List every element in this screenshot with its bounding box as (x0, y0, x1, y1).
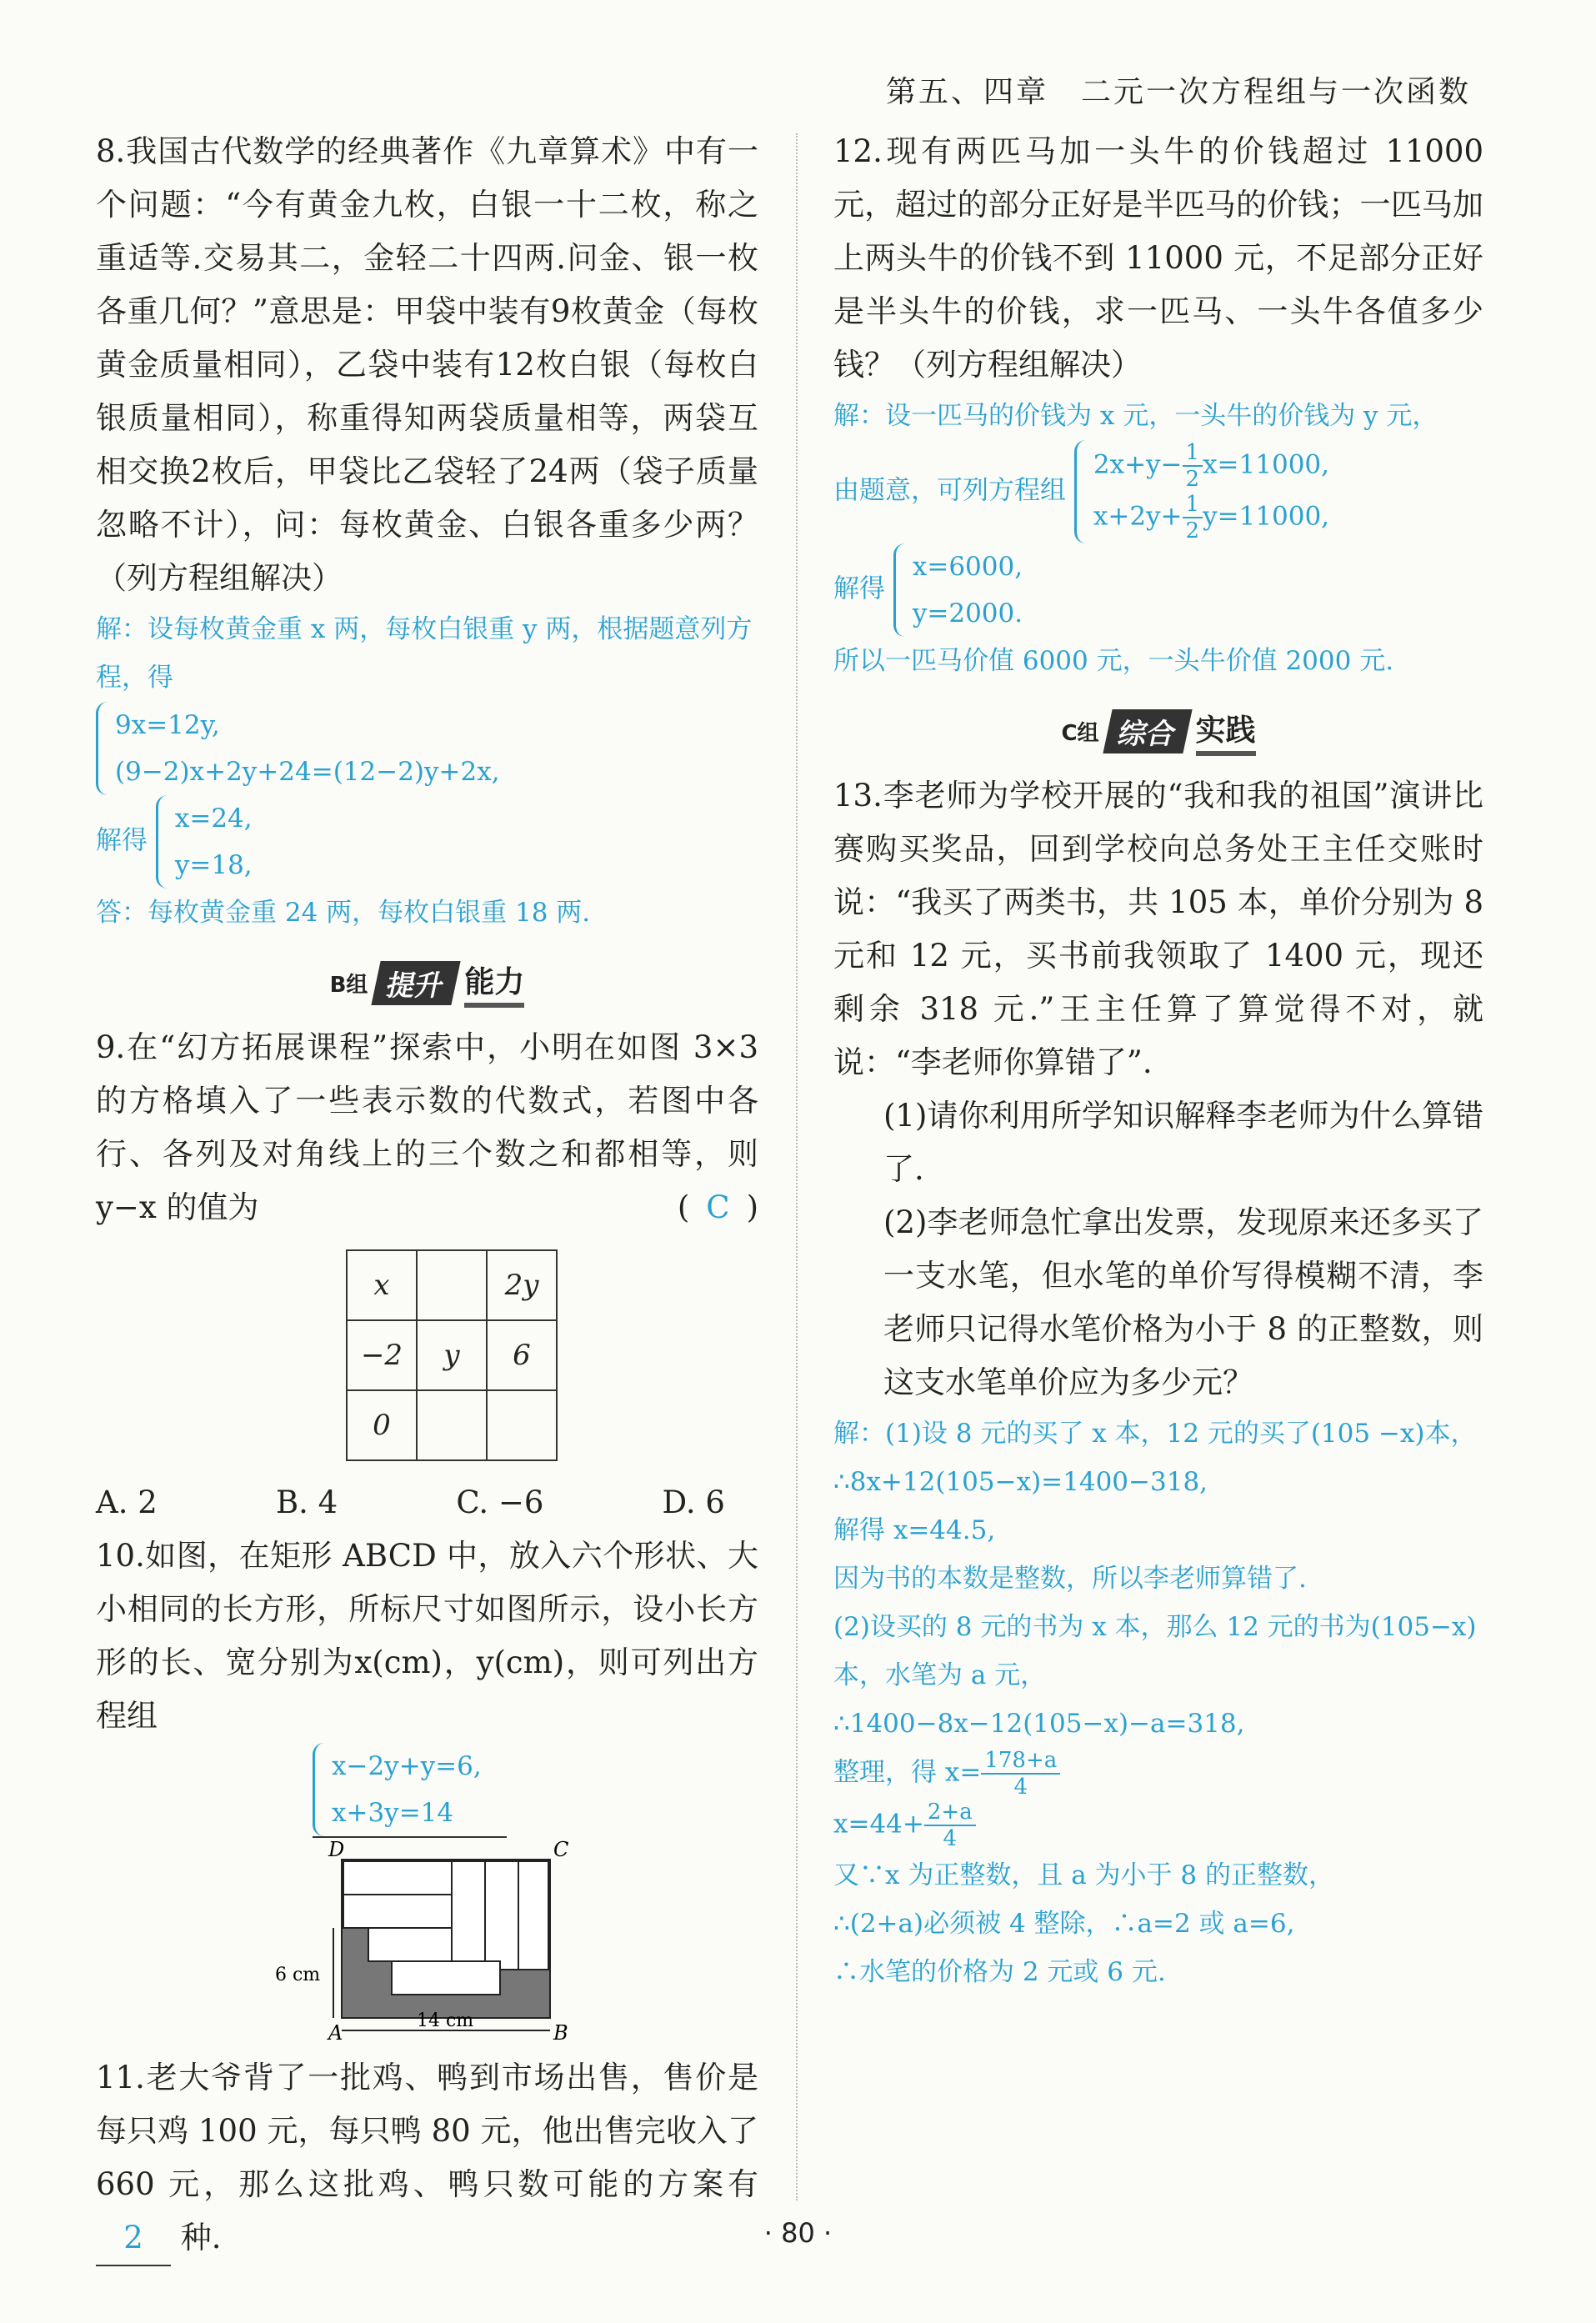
q13-step: 又∵x 为正整数，且 a 为小于 8 的正整数， (833, 1860, 1334, 1890)
question-13: 13.李老师为学校开展的“我和我的祖国”演讲比赛购买奖品，回到学校向总务处王主任交账时说：“我买了两类书，共 105 本，单价分别为 8 元和 12 元，买书前我领取了 1400 元，现还剩余 318 元.”王主任算了算觉得不对，就说：“李老师你算错了”. (833, 778, 1483, 1080)
q8-eq1: 9x=12y, (115, 710, 220, 740)
q8-solve-label: 解得 (96, 825, 148, 856)
q8-eq2: (9−2)x+2y+24=(12−2)y+2x, (115, 757, 500, 787)
q12-answer: 所以一匹马价值 6000 元，一头牛价值 2000 元. (833, 646, 1394, 676)
q13-step: 因为书的本数是整数，所以李老师算错了. (833, 1564, 1307, 1594)
question-9 (96, 1021, 758, 1234)
small-rect (392, 1961, 500, 1995)
section-b-box: 提升 (372, 961, 461, 1005)
choice-b: B. 4 (275, 1484, 338, 1520)
q11-suffix: 种. (180, 2220, 222, 2255)
q9-text: 9.在“幻方拓展课程”探索中，小明在如图 3×3 的方格填入了一些表示数的代数式，若图中各行、各列及对角线上的三个数之和都相等，则 y−x 的值为 (96, 1029, 758, 1225)
label-6cm: 6 cm (275, 1965, 321, 1985)
page-number: · 80 · (763, 2217, 833, 2249)
q9-choices (96, 1476, 758, 1529)
question-8: 8.我国古代数学的经典著作《九章算术》中有一个问题：“今有黄金九枚，白银一十二枚，称之重适等.交易其二，金轻二十四两.问金、银一枚各重几何？”意思是：甲袋中装有9枚黄金（每枚黄金质量相同），乙袋中装有12枚白银（每枚白银质量相同），称重得知两袋质量相等，两袋互相交换2枚后，甲袋比乙袋轻了24两（袋子质量忽略不计），问：每枚黄金、白银各重多少两？（列方程组解决） (96, 133, 758, 596)
q12-system (833, 440, 1483, 543)
q12-eq2: x+2y+ $\frac{1}{2}$ y=11000, (1093, 492, 1330, 543)
q10-eq2: x+3y=14 (332, 1798, 454, 1828)
label-d: D (328, 1838, 345, 1861)
section-c-group: C组 (1061, 721, 1099, 746)
chapter-header: 第五、四章 二元一次方程组与一次函数 (885, 75, 1471, 109)
q8-result (96, 795, 758, 889)
q8-system (96, 702, 758, 795)
q13-step: ∴水笔的价格为 2 元或 6 元. (833, 1957, 1166, 1987)
grid-cell (417, 1250, 487, 1320)
grid-cell: 0 (347, 1390, 417, 1460)
q10-eq1: x−2y+y=6, (332, 1751, 482, 1781)
small-rect (518, 1861, 548, 1970)
q8-answer: 答：每枚黄金重 24 两，每枚白银重 18 两. (96, 898, 591, 928)
q12-eq1: 2x+y− $\frac{1}{2}$ x=11000, (1093, 440, 1330, 492)
small-rect (452, 1861, 485, 1970)
section-c-word: 实践 (1196, 707, 1256, 756)
choice-c: C. −6 (456, 1484, 544, 1520)
grid-cell: 6 (487, 1320, 557, 1390)
section-b-group: B组 (329, 973, 368, 998)
section-b-badge (96, 959, 758, 1008)
choice-d: D. 6 (662, 1484, 725, 1520)
q13-step: ∴1400−8x−12(105−x)−a=318, (833, 1709, 1245, 1739)
q8-r2: y=18, (174, 850, 253, 880)
q13-step: ∴8x+12(105−x)=1400−318, (833, 1467, 1208, 1497)
q12-r2: y=2000. (912, 598, 1023, 628)
q12-result (833, 543, 1483, 637)
choice-a: A. 2 (96, 1484, 158, 1520)
grid-cell: x (347, 1250, 417, 1320)
right-column (833, 125, 1483, 1996)
q13-step: 解：(1)设 8 元的买了 x 本，12 元的买了(105 −x)本， (833, 1419, 1477, 1449)
small-rect (485, 1861, 518, 1970)
small-rect (343, 1895, 452, 1928)
grid-cell (417, 1390, 487, 1460)
left-column (96, 125, 758, 2266)
label-c: C (553, 1838, 569, 1861)
q9-answer: C (706, 1189, 730, 1225)
grid-cell: 2y (487, 1250, 557, 1320)
q9-answer-paren: ( C ) (677, 1189, 758, 1225)
q13-step: (2)设买的 8 元的书为 x 本，那么 12 元的书为(105−x)本，水笔为 a 元， (833, 1612, 1477, 1690)
q12-by-label: 由题意，可列方程组 (833, 475, 1066, 506)
q12-solution-intro: 解：设一匹马的价钱为 x 元，一头牛的价钱为 y 元， (833, 401, 1438, 431)
q13-part2: (2)李老师急忙拿出发票，发现原来还多买了一支水笔，但水笔的单价写得模糊不清，李老师只记得水笔价格为小于 8 的正整数，则这支水笔单价应为多少元？ (883, 1204, 1483, 1400)
question-10: 10.如图，在矩形 ABCD 中，放入六个形状、大小相同的长方形，所标尺寸如图所示，设小长方形的长、宽分别为x(cm)，y(cm)，则可列出方程组 (96, 1538, 758, 1734)
label-a: A (328, 2021, 343, 2045)
q13-step: 解得 x=44.5, (833, 1515, 996, 1545)
grid-cell: −2 (347, 1320, 417, 1390)
q8-r1: x=24, (174, 804, 253, 834)
q13-part1: (1)请你利用所学知识解释李老师为什么算错了. (883, 1098, 1483, 1187)
q8-solution-intro: 解：设每枚黄金重 x 两，每枚白银重 y 两，根据题意列方程，得 (96, 614, 753, 693)
question-12: 12.现有两匹马加一头牛的价钱超过 11000 元，超过的部分正好是半匹马的价钱；一匹马加上两头牛的价钱不到 11000 元，不足部分正好是半头牛的价钱，求一匹马、一头牛各值多少钱？（列方程组解决） (833, 133, 1483, 383)
q11-text: 11.老大爷背了一批鸡、鸭到市场出售，售价是每只鸡 100 元，每只鸭 80 元，他出售完收入了 660 元，那么这批鸡、鸭只数可能的方案有 (96, 2060, 758, 2202)
q13-step: 整理，得 x= $\frac{178+a}{4}$ (833, 1748, 1483, 1800)
section-c-badge (833, 707, 1483, 756)
label-b: B (553, 2021, 568, 2045)
q12-solve-label: 解得 (833, 573, 885, 604)
small-rect (343, 1861, 452, 1895)
section-c-box: 综合 (1103, 709, 1192, 753)
label-14cm: 14 cm (417, 2010, 474, 2031)
rectangle-figure (275, 1838, 583, 2045)
q13-step: ∴(2+a)必须被 4 整除，∴a=2 或 a=6, (833, 1909, 1295, 1939)
q12-r1: x=6000, (912, 552, 1023, 582)
column-divider (796, 133, 798, 2200)
q10-system (313, 1743, 507, 1838)
magic-square-grid (346, 1249, 558, 1461)
q13-step: x=44+ $\frac{2+a}{4}$ (833, 1800, 1483, 1851)
grid-cell: y (417, 1320, 487, 1390)
q11-blank: 2 (96, 2211, 171, 2266)
grid-cell (487, 1390, 557, 1460)
section-b-word: 能力 (464, 959, 524, 1008)
